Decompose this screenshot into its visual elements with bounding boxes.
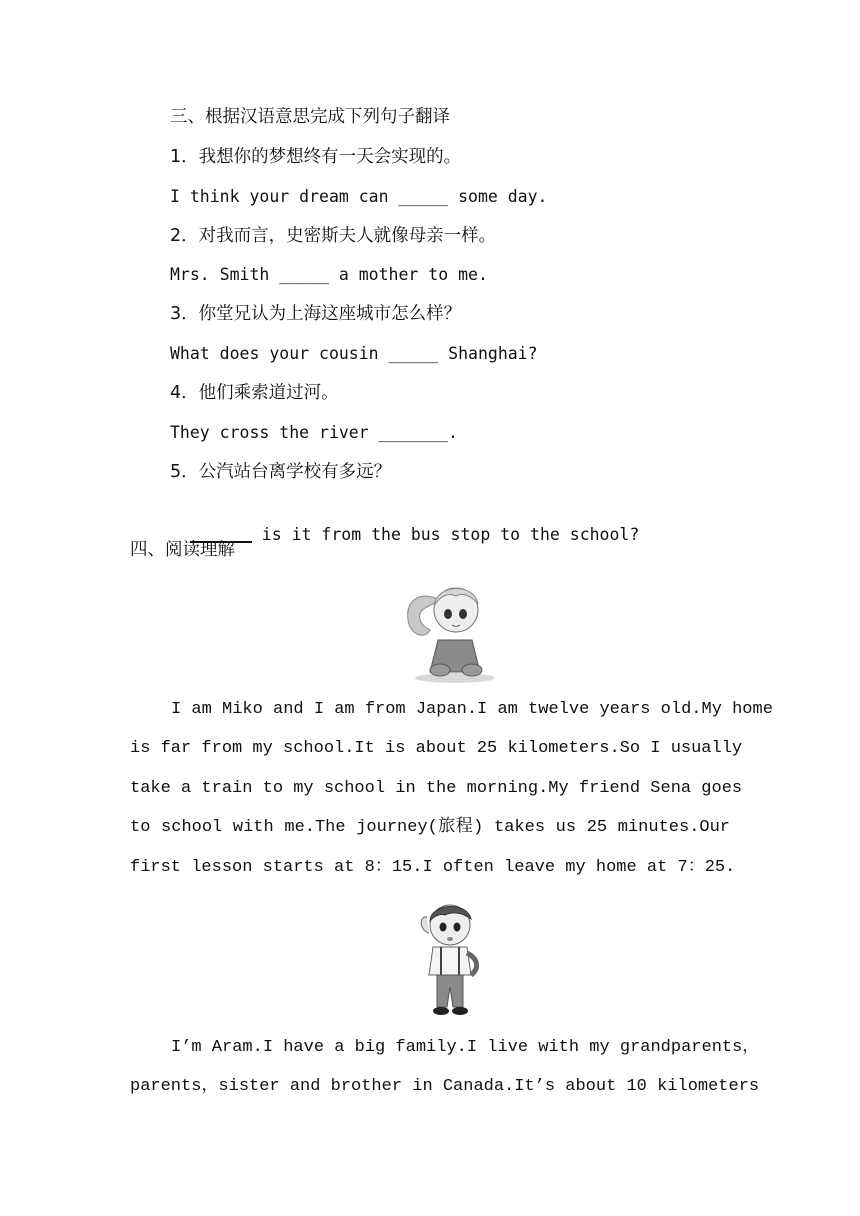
question-2-english: Mrs. Smith _____ a mother to me. xyxy=(170,265,488,284)
question-2-chinese: 2．对我而言，史密斯夫人就像母亲一样。 xyxy=(170,226,497,246)
reading-passage-miko xyxy=(130,690,773,887)
question-1-chinese: 1．我想你的梦想终有一天会实现的。 xyxy=(170,147,462,167)
question-5-english xyxy=(170,499,639,547)
reading-passage-aram xyxy=(130,1028,760,1107)
section-heading-translation: 三、根据汉语意思完成下列句子翻译 xyxy=(170,107,450,127)
passage-line: take a train to my school in the morning.My friend Sena goes xyxy=(130,778,743,798)
question-1-english: I think your dream can _____ some day. xyxy=(170,187,548,206)
question-3-english: What does your cousin _____ Shanghai? xyxy=(170,344,538,363)
passage-line: to school with me.The journey(旅程) takes us 25 minutes.Our xyxy=(130,818,730,838)
question-4-chinese: 4．他们乘索道过河。 xyxy=(170,383,339,403)
question-5-chinese: 5．公汽站台离学校有多远？ xyxy=(170,462,392,482)
question-3-chinese: 3．你堂兄认为上海这座城市怎么样？ xyxy=(170,304,462,324)
passage-line: is far from my school.It is about 25 kilometers.So I usually xyxy=(130,739,743,759)
passage-line: first lesson starts at 8：15.I often leave my home at 7：25. xyxy=(130,857,736,877)
section-heading-reading: 四、阅读理解 xyxy=(130,540,235,560)
passage-line: I am Miko and I am from Japan.I am twelve years old.My home xyxy=(171,700,773,719)
boy-illustration xyxy=(405,895,495,1020)
passage-line: parents，sister and brother in Canada.It’s about 10 kilometers xyxy=(130,1077,760,1097)
girl-illustration xyxy=(400,570,510,685)
question-5-english-text: is it from the bus stop to the school? xyxy=(251,525,640,544)
passage-line: I’m Aram.I have a big family.I live with my grandparents， xyxy=(171,1038,760,1057)
question-4-english: They cross the river _______. xyxy=(170,423,459,442)
